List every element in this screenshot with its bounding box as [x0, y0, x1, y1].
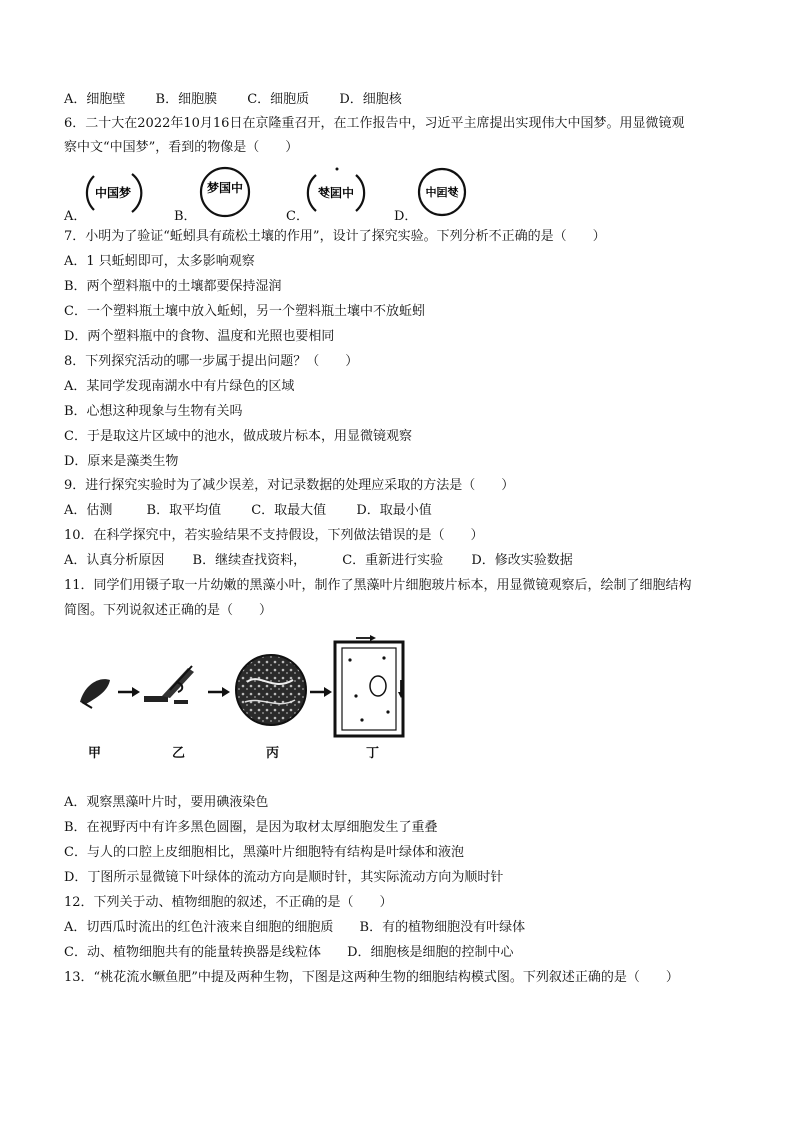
- q10-option-a: A．认真分析原因: [64, 553, 165, 568]
- q5-option-c: C．细胞质: [247, 92, 310, 107]
- q6-option-a-label: A．: [64, 209, 87, 224]
- q6-option-c-image: [306, 165, 366, 219]
- q13-stem: 13．“桃花流水鳜鱼肥”中提及两种生物，下图是这两种生物的细胞结构模式图。下列叙述正确的是（ ）: [64, 970, 679, 985]
- q8-option-a: A．某同学发现南湖水中有片绿色的区域: [64, 379, 295, 394]
- q7-option-a: A．1 只蚯蚓即可，太多影响观察: [64, 254, 255, 269]
- arrow-icon: [208, 686, 230, 698]
- q6-option-d-label: D．: [394, 209, 418, 224]
- q9-option-d: D．取最小值: [356, 503, 432, 518]
- q11-stem-line1: 11．同学们用镊子取一片幼嫩的黑藻小叶，制作了黑藻叶片细胞玻片标本，用显微镜观察后，绘制了细胞结构: [64, 578, 692, 593]
- q6-option-c-label: C．: [286, 209, 309, 224]
- q8-stem: 8．下列探究活动的哪一步属于提出问题？（ ）: [64, 354, 359, 369]
- q11-option-a: A．观察黑藻叶片时，要用碘液染色: [64, 795, 269, 810]
- q7-option-c: C．一个塑料瓶土壤中放入蚯蚓，另一个塑料瓶土壤中不放蚯蚓: [64, 304, 425, 319]
- q8-option-d: D．原来是藻类生物: [64, 454, 179, 469]
- q12-option-c: C．动、植物细胞共有的能量转换器是线粒体: [64, 945, 321, 960]
- q12-option-b: B．有的植物细胞没有叶绿体: [359, 920, 526, 935]
- figure-label-ding: 丁: [366, 746, 380, 761]
- q6-option-d-image: [415, 166, 471, 218]
- q7-option-b: B．两个塑料瓶中的土壤都要保持湿润: [64, 279, 282, 294]
- q6-option-a-image: [86, 166, 142, 218]
- q5-option-d: D．细胞核: [339, 92, 402, 107]
- leaf-illustration: [78, 672, 118, 712]
- q10-option-d: D．修改实验数据: [471, 553, 573, 568]
- q10-stem: 10．在科学探究中，若实验结果不支持假设，下列做法错误的是（ ）: [64, 528, 484, 543]
- q8-option-b: B．心想这种现象与生物有关吗: [64, 404, 243, 419]
- q9-stem: 9．进行探究实验时为了减少误差，对记录数据的处理应采取的方法是（ ）: [64, 478, 515, 493]
- q8-option-c: C．于是取这片区域中的池水，做成玻片标本，用显微镜观察: [64, 429, 412, 444]
- tweezers-slide-illustration: [140, 660, 210, 710]
- q12-options-line2: [64, 944, 514, 962]
- q6-option-b-image-text: 梦国中: [206, 181, 244, 195]
- q12-options-line1: [64, 919, 525, 937]
- q9-option-a: A．估测: [64, 503, 113, 518]
- q12-option-d: D．细胞核是细胞的控制中心: [347, 945, 514, 960]
- q6-option-d-image-text: 梦国中: [425, 186, 459, 199]
- q6-option-b-image: [198, 165, 254, 219]
- q10-option-c: C．重新进行实验: [342, 553, 444, 568]
- figure-label-yi: 乙: [172, 746, 186, 761]
- q11-option-b: B．在视野丙中有许多黑色圆圈，是因为取材太厚细胞发生了重叠: [64, 820, 438, 835]
- figure-label-jia: 甲: [88, 746, 102, 761]
- q6-stem-line1: 6．二十大在2022年10月16日在京隆重召开，在工作报告中，习近平主席提出实现伟大中国梦。用显微镜观: [64, 116, 685, 131]
- arrow-icon: [118, 686, 140, 698]
- q11-option-c: C．与人的口腔上皮细胞相比，黑藻叶片细胞特有结构是叶绿体和液泡: [64, 845, 464, 860]
- q5-options: [64, 91, 402, 109]
- q10-option-b: B．继续查找资料，: [192, 553, 307, 568]
- microscope-field-illustration: [233, 652, 309, 728]
- q12-stem: 12．下列关于动、植物细胞的叙述，不正确的是（ ）: [64, 895, 393, 910]
- q6-option-a-image-text: 中国梦: [94, 186, 132, 200]
- q6-option-c-image-text: 中国梦: [317, 186, 355, 200]
- q11-stem-line2: 简图。下列说叙述正确的是（ ）: [64, 603, 273, 618]
- q6-option-b-label: B．: [174, 209, 197, 224]
- q10-options: [64, 552, 573, 570]
- q5-option-a: A．细胞壁: [64, 92, 126, 107]
- q7-stem: 7．小明为了验证“蚯蚓具有疏松土壤的作用”，设计了探究实验。下列分析不正确的是（ ）: [64, 229, 606, 244]
- q9-option-c: C．取最大值: [251, 503, 327, 518]
- q9-options: [64, 502, 432, 520]
- q11-option-d: D．丁图所示显微镜下叶绿体的流动方向是顺时针，其实际流动方向为顺时针: [64, 870, 504, 885]
- q6-stem-line2: 察中文“中国梦”，看到的物像是（ ）: [64, 140, 299, 155]
- q5-option-b: B．细胞膜: [155, 92, 218, 107]
- figure-label-bing: 丙: [266, 746, 280, 761]
- q7-option-d: D．两个塑料瓶中的食物、温度和光照也要相同: [64, 329, 335, 344]
- q9-option-b: B．取平均值: [146, 503, 222, 518]
- q12-option-a: A．切西瓜时流出的红色汁液来自细胞的细胞质: [64, 920, 334, 935]
- plant-cell-illustration: [332, 636, 408, 740]
- arrow-icon: [310, 686, 332, 698]
